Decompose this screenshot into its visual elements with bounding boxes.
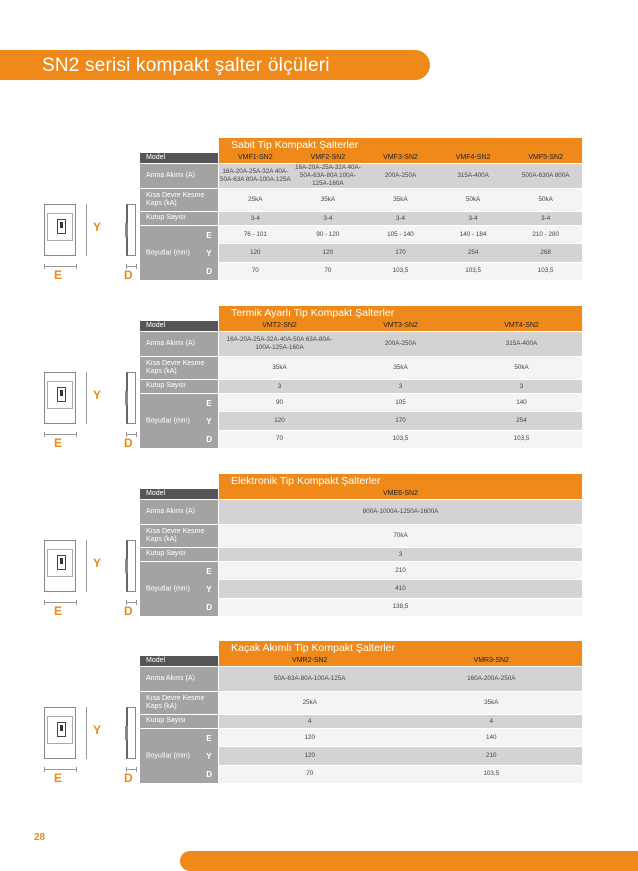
dimension-letters (206, 226, 212, 280)
dimension-e-label: E (54, 436, 63, 450)
dimension-letter: D (206, 266, 212, 276)
width-dimension-line (44, 769, 77, 770)
row-cells (219, 212, 582, 225)
dimensions-label-block (140, 226, 218, 280)
dimension-y-label: Y (93, 388, 102, 402)
dim-e-cell: 105 - 140 (387, 230, 414, 238)
poles-cell: 3 (398, 382, 403, 390)
dimension-row (219, 263, 582, 280)
dim-d-cell: 138,5 (392, 603, 409, 611)
table-row (140, 656, 582, 666)
dimensions-label: Boyutlar (mm) (146, 585, 190, 593)
dim-e-cell: 90 (275, 398, 283, 406)
breaker-side-cap (125, 223, 128, 237)
row-label: Model (140, 321, 218, 331)
dimensions-label-block (140, 729, 218, 783)
breaker-side-view (126, 372, 136, 424)
dimension-row (219, 580, 582, 597)
table-row (140, 500, 582, 524)
row-cells (219, 189, 582, 211)
dimensions-group (140, 729, 582, 783)
spec-table (140, 321, 582, 448)
poles-cell: 4 (307, 717, 312, 725)
page-title: SN2 serisi kompakt şalter ölçüleri (42, 55, 330, 76)
dimension-letter: E (206, 230, 212, 240)
dimension-e-label: E (54, 604, 63, 618)
dim-y-cell: 120 (304, 752, 315, 760)
row-label: Kutup Sayısı (140, 380, 218, 393)
dimension-tick (76, 600, 77, 605)
row-cells (219, 525, 582, 547)
dimensions-label-block (140, 562, 218, 616)
width-dimension-line (44, 266, 77, 267)
dimension-row (219, 394, 582, 411)
row-cells (219, 548, 582, 561)
breaker-handle (60, 725, 63, 731)
dim-y-cell: 120 (250, 249, 261, 257)
breaker-front-view (44, 540, 76, 592)
section-title: Sabit Tip Kompakt Şalterler (219, 138, 582, 153)
table-row (140, 380, 582, 393)
dimension-y-label: Y (93, 723, 102, 737)
dimension-tick (136, 264, 137, 269)
rated-current-cell: 200A-250A (384, 340, 417, 348)
dim-y-cell: 120 (322, 249, 334, 257)
rated-current-cell: 315A-400A (505, 340, 538, 348)
row-label: Kutup Sayısı (140, 548, 218, 561)
dimension-tick (76, 264, 77, 269)
breaking-capacity-cell: 35kA (393, 196, 408, 204)
dimension-letter: E (206, 733, 212, 743)
dimensions-group (140, 226, 582, 280)
model-cell: VMF3-SN2 (383, 153, 418, 161)
row-cells (219, 692, 582, 714)
table-row (140, 667, 582, 691)
table-row (140, 548, 582, 561)
rated-current-cell: 200A-250A (384, 172, 417, 180)
dimension-tick (44, 264, 45, 269)
dim-e-cell: 140 (516, 398, 527, 406)
breaker-side-cap (125, 559, 128, 573)
rated-current-cell: 315A-400A (457, 172, 489, 180)
dimension-letter: Y (206, 416, 212, 426)
rated-current-cell: 16A-20A-25A-32A-40A-50A 63A-80A-100A-125A-160A (226, 336, 333, 351)
footer-bar (180, 851, 638, 871)
row-cells (219, 656, 582, 666)
dimension-row (219, 562, 582, 579)
row-label: Model (140, 656, 218, 666)
breaking-capacity-cell: 25kA (302, 699, 317, 707)
model-cell: VMR2-SN2 (292, 656, 328, 664)
rated-current-cell: 50A-63A-80A-100A-125A (274, 675, 346, 683)
dimensions-values (219, 226, 582, 280)
dim-e-cell: 120 (304, 733, 315, 741)
table-row (140, 357, 582, 379)
row-cells (219, 715, 582, 728)
model-cell: VME6-SN2 (382, 489, 418, 497)
row-label: Kutup Sayısı (140, 715, 218, 728)
dimensions-label-block (140, 394, 218, 448)
dimension-tick (136, 600, 137, 605)
width-dimension-line (44, 434, 77, 435)
dim-d-cell: 70 (251, 267, 259, 275)
dimension-letter: Y (206, 751, 212, 761)
dim-y-cell: 170 (395, 417, 406, 425)
dim-y-cell: 254 (516, 417, 527, 425)
table-row (140, 164, 582, 188)
row-label: Kısa Devre Kesme Kaps (kA) (140, 357, 218, 379)
dimension-letter: D (206, 434, 212, 444)
rated-current-cell: 160A-200A-250A (467, 675, 516, 683)
dimension-letter: D (206, 602, 212, 612)
model-cell: VMF4-SN2 (455, 153, 491, 161)
breaker-side-view (126, 204, 136, 256)
breaking-capacity-cell: 50kA (465, 196, 481, 204)
table-row (140, 525, 582, 547)
dim-d-cell: 103,5 (513, 435, 530, 443)
breaking-capacity-cell: 25kA (248, 196, 263, 204)
row-label: Model (140, 153, 218, 163)
rated-current-cell: 16A-20A-25A-32A 40A-50A-63A 80A-100A-125A (219, 168, 291, 183)
row-label: Anma Akımı (A) (140, 500, 218, 524)
dim-d-cell: 103,5 (465, 267, 481, 275)
spec-table (140, 489, 582, 616)
height-dimension-line (86, 372, 87, 424)
breaker-side-cap (125, 391, 128, 405)
row-label: Kısa Devre Kesme Kaps (kA) (140, 692, 218, 714)
page-number: 28 (34, 832, 46, 843)
dimension-tick (136, 432, 137, 437)
poles-cell: 3 (277, 382, 282, 390)
row-label: Kısa Devre Kesme Kaps (kA) (140, 525, 218, 547)
poles-cell: 3 (519, 382, 524, 390)
breaker-front-panel (47, 716, 73, 744)
dim-e-cell: 90 - 120 (316, 230, 340, 238)
breaker-front-panel (47, 381, 73, 409)
dimension-tick (76, 432, 77, 437)
table-row (140, 332, 582, 356)
row-cells (219, 500, 582, 524)
row-label: Kutup Sayısı (140, 212, 218, 225)
breaking-capacity-cell: 35kA (393, 364, 408, 372)
dim-e-cell: 76 - 101 (243, 230, 267, 238)
breaker-side-cap (125, 726, 128, 740)
section-title: Termik Ayarlı Tip Kompakt Şalterler (219, 306, 582, 321)
breaker-handle (60, 390, 63, 396)
breaker-side-view (126, 540, 136, 592)
dimension-y-label: Y (93, 556, 102, 570)
row-cells (219, 667, 582, 691)
dim-y-cell: 170 (395, 249, 406, 257)
dim-d-cell: 70 (306, 770, 314, 778)
dimension-row (219, 226, 582, 243)
dimension-d-label: D (124, 771, 133, 785)
dimensions-group (140, 394, 582, 448)
dimension-row (219, 766, 582, 783)
model-cell: VMF5-SN2 (528, 153, 563, 161)
row-cells (219, 153, 582, 163)
breaker-front-view (44, 372, 76, 424)
dimension-letter: Y (206, 584, 212, 594)
dimension-tick (136, 767, 137, 772)
table-row (140, 321, 582, 331)
breaker-handle (60, 222, 63, 228)
dimension-row (219, 244, 582, 261)
dimension-d-label: D (124, 436, 133, 450)
height-dimension-line (86, 204, 87, 256)
section-title: Kaçak Akımlı Tip Kompakt Şalterler (219, 641, 582, 656)
dim-y-cell: 268 (540, 249, 551, 257)
dim-d-cell: 103,5 (392, 435, 409, 443)
breaking-capacity-cell: 35kA (320, 196, 336, 204)
row-cells (219, 164, 582, 188)
dim-d-cell: 103,5 (537, 267, 554, 275)
dim-d-cell: 103,5 (483, 770, 500, 778)
poles-cell: 3-4 (468, 214, 478, 222)
row-cells (219, 380, 582, 393)
height-dimension-line (86, 707, 87, 759)
poles-cell: 3-4 (541, 214, 551, 222)
dimension-row (219, 431, 582, 448)
dimensions-label: Boyutlar (mm) (146, 752, 190, 760)
dim-e-cell: 140 - 184 (459, 230, 487, 238)
width-dimension-line (44, 602, 77, 603)
dimensions-label: Boyutlar (mm) (146, 249, 190, 257)
dimension-letter: D (206, 769, 212, 779)
row-label: Kısa Devre Kesme Kaps (kA) (140, 189, 218, 211)
row-label: Anma Akımı (A) (140, 164, 218, 188)
dimension-letters (206, 394, 212, 448)
row-cells (219, 357, 582, 379)
spec-table (140, 153, 582, 280)
dimension-row (219, 599, 582, 616)
breaker-side-view (126, 707, 136, 759)
dimension-tick (76, 767, 77, 772)
breaking-capacity-cell: 50kA (514, 364, 529, 372)
table-row (140, 489, 582, 499)
poles-cell: 3 (398, 550, 403, 558)
breaker-toggle-icon (57, 722, 66, 737)
dimension-row (219, 729, 582, 746)
rated-current-cell: 800A-1000A-1250A-1600A (362, 508, 439, 516)
row-cells (219, 332, 582, 356)
dim-e-cell: 140 (485, 733, 497, 741)
model-cell: VMT4-SN2 (504, 321, 539, 329)
dimension-letter: E (206, 398, 212, 408)
breaker-diagram (38, 196, 138, 286)
dim-y-cell: 410 (395, 585, 406, 593)
dimensions-label: Boyutlar (mm) (146, 417, 190, 425)
dimensions-values (219, 729, 582, 783)
row-label: Anma Akımı (A) (140, 667, 218, 691)
spec-table (140, 656, 582, 783)
breaking-capacity-cell: 35kA (272, 364, 287, 372)
dimension-letters (206, 562, 212, 616)
dimension-letters (206, 729, 212, 783)
model-cell: VMT2-SN2 (262, 321, 297, 329)
poles-cell: 3-4 (250, 214, 260, 222)
table-row (140, 715, 582, 728)
breaker-toggle-icon (57, 555, 66, 570)
dim-y-cell: 254 (467, 249, 479, 257)
breaker-handle (60, 558, 63, 564)
model-cell: VMT3-SN2 (383, 321, 418, 329)
poles-cell: 3-4 (395, 214, 406, 222)
table-row (140, 692, 582, 714)
dimensions-group (140, 562, 582, 616)
dim-d-cell: 103,5 (392, 267, 409, 275)
breaker-front-view (44, 707, 76, 759)
breaker-front-panel (47, 549, 73, 577)
row-label: Model (140, 489, 218, 499)
poles-cell: 4 (489, 717, 493, 725)
dimension-d-label: D (124, 604, 133, 618)
dim-y-cell: 210 (485, 752, 497, 760)
dimension-letter: Y (206, 248, 212, 258)
dimension-e-label: E (54, 771, 63, 785)
dimensions-values (219, 562, 582, 616)
breaker-toggle-icon (57, 387, 66, 402)
dim-e-cell: 210 - 280 (532, 230, 559, 238)
breaking-capacity-cell: 35kA (484, 699, 499, 707)
dimension-d-label: D (124, 268, 133, 282)
dimension-letter: E (206, 566, 212, 576)
breaking-capacity-cell: 70kA (393, 532, 408, 540)
dimension-e-label: E (54, 268, 63, 282)
dimensions-values (219, 394, 582, 448)
dimension-y-label: Y (93, 220, 102, 234)
row-cells (219, 321, 582, 331)
dim-e-cell: 105 (395, 398, 406, 406)
dimension-tick (44, 600, 45, 605)
model-cell: VMR3-SN2 (473, 656, 509, 664)
breaker-front-view (44, 204, 76, 256)
breaker-diagram (38, 364, 138, 454)
rated-current-cell: 16A-20A-25A-32A 40A-50A-63A-80A 100A-125A-160A (294, 164, 361, 187)
model-cell: VMF1-SN2 (237, 153, 273, 161)
poles-cell: 3-4 (323, 214, 333, 222)
table-row (140, 189, 582, 211)
breaker-diagram (38, 532, 138, 622)
breaker-toggle-icon (57, 219, 66, 234)
section-title: Elektronik Tip Kompakt Şalterler (219, 474, 582, 489)
dimension-tick (44, 767, 45, 772)
dimension-row (219, 412, 582, 429)
breaker-diagram (38, 699, 138, 789)
dim-d-cell: 70 (324, 267, 332, 275)
row-cells (219, 489, 582, 499)
dimension-row (219, 747, 582, 764)
row-label: Anma Akımı (A) (140, 332, 218, 356)
table-row (140, 153, 582, 163)
height-dimension-line (86, 540, 87, 592)
rated-current-cell: 500A-630A 800A (521, 172, 570, 180)
dimension-tick (44, 432, 45, 437)
model-cell: VMF2-SN2 (310, 153, 346, 161)
dim-y-cell: 120 (274, 417, 285, 425)
dim-d-cell: 70 (275, 435, 283, 443)
breaking-capacity-cell: 50kA (538, 196, 553, 204)
table-row (140, 212, 582, 225)
breaker-front-panel (47, 213, 73, 241)
dim-e-cell: 210 (395, 566, 406, 574)
